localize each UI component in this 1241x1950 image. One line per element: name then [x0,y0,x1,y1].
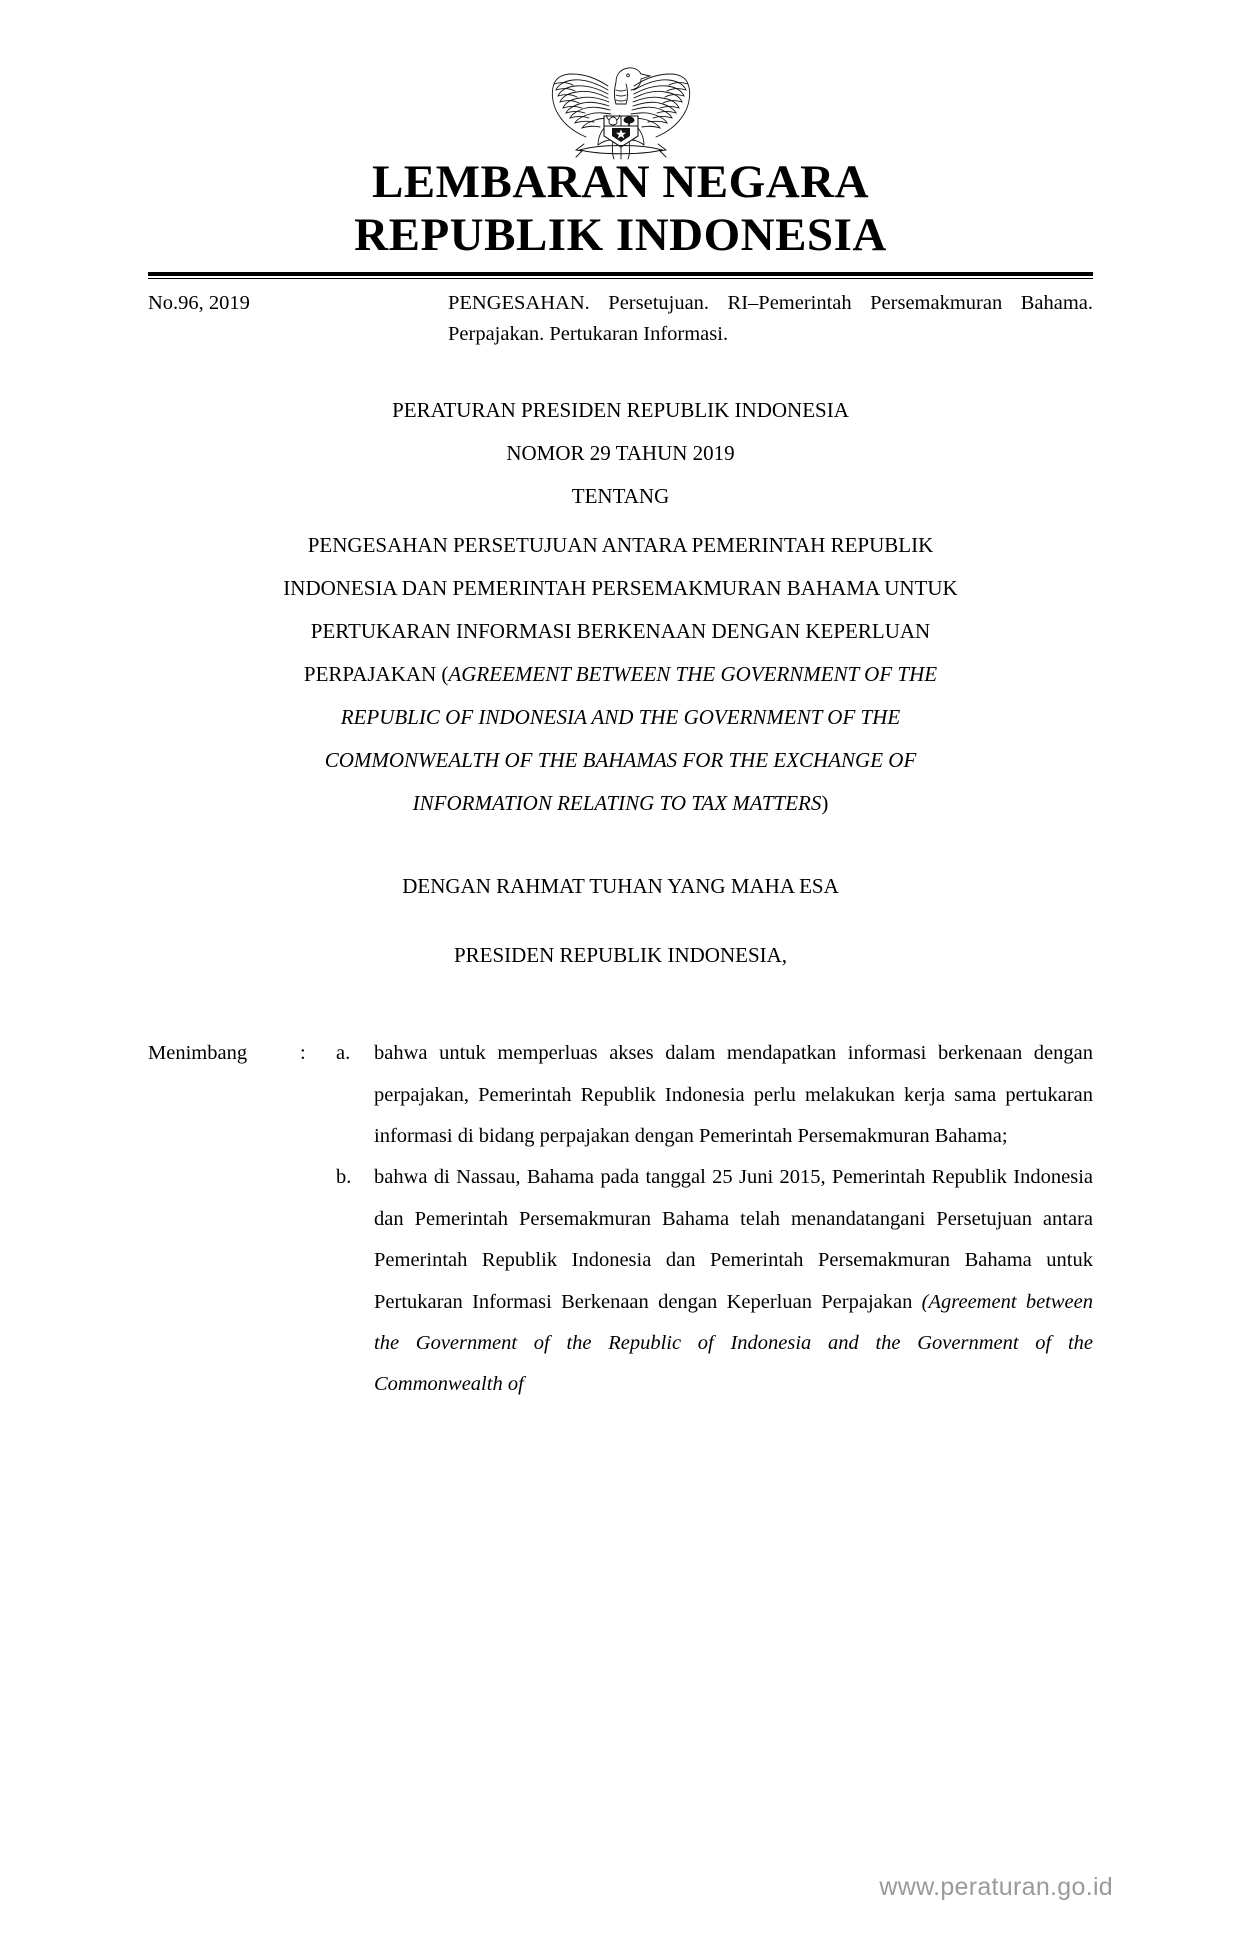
considerans-label: Menimbang [148,1042,248,1065]
title-body-line-1: PENGESAHAN PERSETUJUAN ANTARA PEMERINTAH REPUBLIK [307,532,934,557]
invocation-line: DENGAN RAHMAT TUHAN YANG MAHA ESA [402,874,839,898]
title-english-line-3: COMMONWEALTH OF THE BAHAMAS FOR THE EXCHANGE OF [324,747,917,772]
header-divider-rule [148,272,1093,279]
title-subject-long [150,524,1091,825]
title-line-number-year: NOMOR 29 TAHUN 2019 [506,440,735,465]
masthead-line-2: REPUBLIK INDONESIA [354,209,887,262]
considerans-item-a [336,1033,1093,1157]
emblem-container [0,0,1241,150]
considerans-colon: : [300,1042,306,1065]
title-body-line-4-mixed [150,653,1091,696]
considerans-text-b-plain: bahwa di Nassau, Bahama pada tanggal 25 Juni 2015, Pemerintah Republik Indonesia dan Pemerintah Persemakmuran Bahama telah menandatangani Persetujuan antara Pemerintah Republik Indonesia dan Pemerintah Persemakmuran Bahama untuk Pertukaran Informasi Berkenaan dengan Keperluan Perpajakan [374,1166,1093,1313]
title-mixed-suffix: ) [821,790,829,815]
footer-watermark: www.peraturan.go.id [879,1873,1113,1901]
considerans-text-b [374,1157,1093,1405]
title-english-line-2: REPUBLIC OF INDONESIA AND THE GOVERNMENT OF THE [340,704,901,729]
masthead [0,156,1241,262]
title-body-line-3: PERTUKARAN INFORMASI BERKENAAN DENGAN KEPERLUAN [310,618,931,643]
masthead-line-1: LEMBARAN NEGARA [371,156,870,208]
title-english-line-4-mixed [150,782,1091,825]
considerans-marker-b: b. [336,1166,352,1189]
considerans-section [148,1033,1093,1406]
considerans-item-b [336,1157,1093,1405]
title-line-regulation-type: PERATURAN PRESIDEN REPUBLIK INDONESIA [392,397,849,422]
considerans-row [148,1033,1093,1406]
garuda-pancasila-emblem [546,52,696,160]
considerans-item-list [336,1033,1093,1406]
considerans-text-a: bahwa untuk memperluas akses dalam mendapatkan informasi berkenaan dengan perpajakan, Pemerintah Republik Indonesia perlu melakukan kerja sama pertukaran informasi di bidang perpajakan dengan Pemerintah Persemakmuran Bahama; [374,1042,1093,1147]
title-english-line-1: AGREEMENT BETWEEN THE GOVERNMENT OF THE [448,661,938,686]
regulation-title-block [150,389,1091,825]
spacer-after-title [0,825,1241,865]
title-body-line-2: INDONESIA DAN PEMERINTAH PERSEMAKMURAN BAHAMA UNTUK [283,575,958,600]
considerans-text-b-italic: (Agreement between the Government of the Republic of Indonesia and the Government of the Commonwealth of [374,1290,1093,1396]
title-english-line-4: INFORMATION RELATING TO TAX MATTERS [412,790,822,815]
gazette-metadata [148,288,1093,350]
considerans-marker-a: a. [336,1042,351,1065]
title-mixed-prefix: PERPAJAKAN ( [303,661,449,686]
title-line-about: TENTANG [571,483,670,508]
authority-line: PRESIDEN REPUBLIK INDONESIA, [453,943,788,968]
gazette-number: No.96, 2019 [148,292,250,315]
spacer-after-invocation [0,908,1241,934]
gazette-subject-keywords: PENGESAHAN. Persetujuan. RI–Pemerintah Persemakmuran Bahama. Perpajakan. Pertukaran Informasi. [448,292,1093,346]
